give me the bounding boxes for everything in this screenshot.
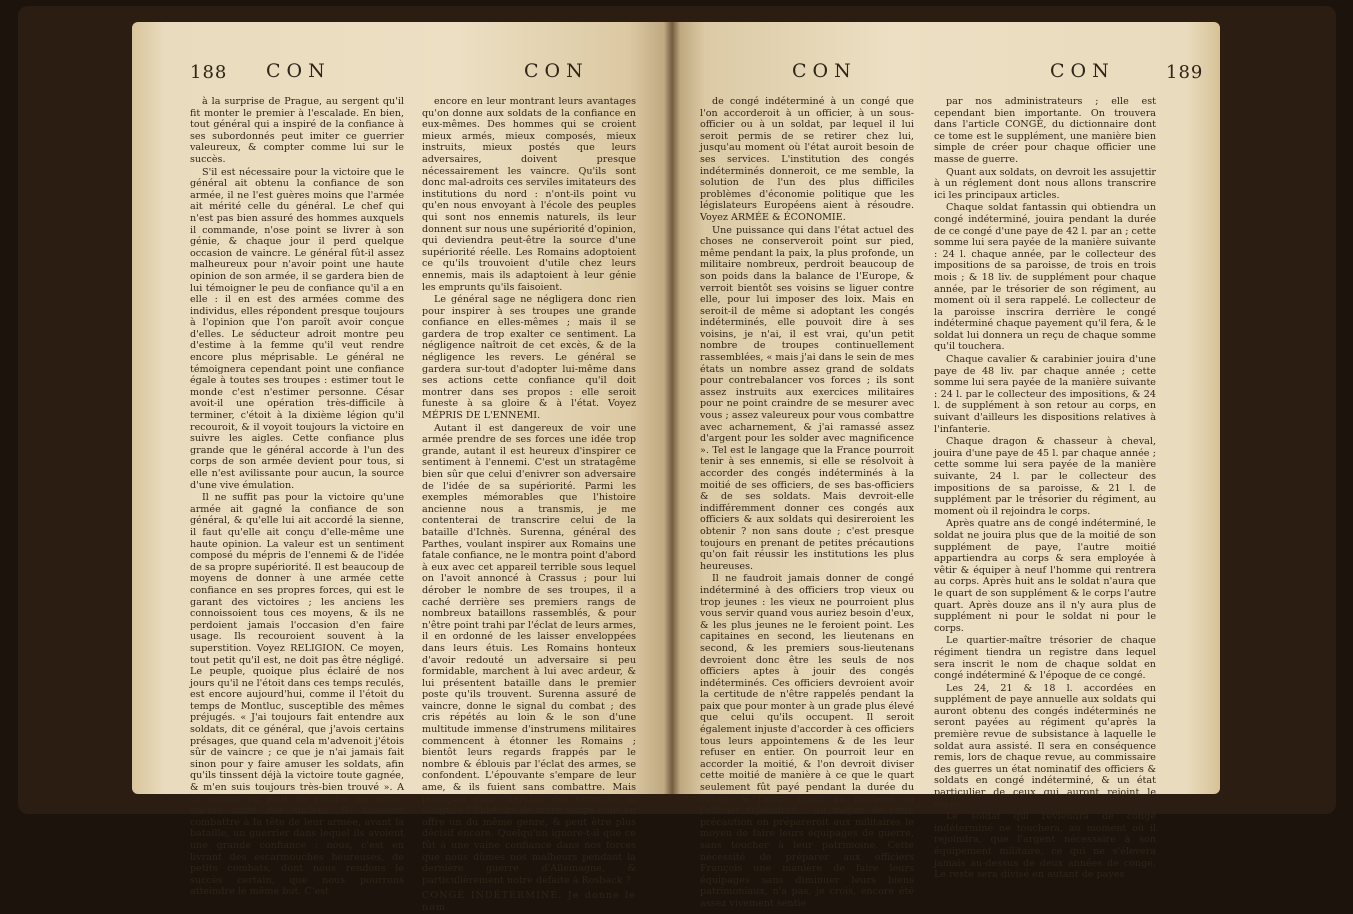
paragraph: Chaque cavalier & carabinier jouira d'une paye de 48 liv. par chaque année ; cette somme lui sera payée de la manière suivante : 24 l. par le collecteur des impositions, & 24 l. de supplément à son retour au corps, en suivant d'ailleurs les dispositions relatives à l'infanterie. [934,354,1156,435]
paragraph: Chaque dragon & chasseur à cheval, jouira d'une paye de 45 l. par chaque année ; cette somme lui sera payée de la manière suivante, 24 l. par le collecteur des impositions de sa paroisse, & 21 l. de supplément par le trésorier du régiment, au moment où il rejoindra le corps. [934,436,1156,517]
book-gutter [664,22,680,794]
text-column [422,96,637,913]
paragraph: par nos administrateurs ; elle est cependant bien importante. On trouvera dans l'article CONGÉ, du dictionnaire dont ce tome est le supplément, une manière bien simple de créer pour chaque officier une masse de guerre. [934,96,1156,165]
entry-heading: CONGÉ INDÉTERMINÉ. Je donne le nom [422,890,636,913]
paragraph: Une puissance qui dans l'état actuel des choses ne conserveroit point sur pied, même pendant la paix, la plus profonde, un militaire nombreux, perdroit beaucoup de son poids dans la balance de l'Europe, & verroit bientôt ses voisins se liguer contre elle, pour lui imposer des loix. Mais en seroit-il de même si adoptant les congés indéterminés, elle pouvoit dire à ses voisins, je n'ai, il est vrai, qu'un petit nombre de troupes continuellement rassemblées, « mais j'ai dans le sein de mes états un nombre assez grand de soldats pour contrebalancer vos forces ; ils sont assez instruits aux exercices militaires pour ne point craindre de se mesurer avec vous ; assez valeureux pour vous combattre avec acharnement, & j'ai ramassé assez d'argent pour les solder avec magnificence ». Tel est le langage que la France pourroit tenir à ses ennemis, si elle se résolvoit à accorder des congés indéterminés à la moitié de ses officiers, de ses bas-officiers & de ses soldats. Mais devroit-elle indifféremment donner ces congés aux officiers & aux soldats qui desireroient les obtenir ? non sans doute ; c'est presque toujours en prenant de petites précautions qu'on fait réussir les institutions les plus heureuses. [700,224,915,572]
left-page [132,22,672,913]
page-number: 189 [1166,62,1204,83]
paragraph: Après quatre ans de congé indéterminé, le soldat ne jouira plus que de la moitié de son supplément de paye, l'autre moitié appartiendra au corps & sera employée à vêtir & équiper à neuf l'homme qui rentrera au corps. Après huit ans le soldat n'aura que le quart de son supplément & le corps l'autre quart. Après douze ans il n'y aura plus de supplément ni pour le soldat ni pour le corps. [934,518,1156,634]
right-page [672,22,1220,909]
running-header: CON [266,60,331,82]
text-column [190,96,404,898]
paragraph: S'il est nécessaire pour la victoire que le général ait obtenu la confiance de son armée, il ne l'est guères moins que l'armée ait mérité celle du général. Le chef qui n'est pas bien assuré des hommes auxquels il commande, n'ose point se livrer à son génie, & chaque jour il perd quelque occasion de vaincre. Le général fût-il assez malheureux pour n'avoir point une haute opinion de son armée, il se gardera bien de lui témoigner le peu de confiance qu'il a en elle : il en est des armées comme des individus, elles répondent presque toujours à l'opinion que l'on paroît avoir conçue d'elles. Le séducteur adroit montre peu d'estime à la femme qu'il veut rendre encore plus méprisable. Le général ne témoignera cependant point une confiance égale à toutes ses troupes : estimer tout le monde c'est n'estimer personne. César avoit-il une opération très-difficile à terminer, c'étoit à la dixième légion qu'il recouroit, & il voyoit toujours la victoire en suivre les aigles. Cette confiance plus grande que le général accorde à l'un des corps de son armée devient pour tous, si elle n'est avilissante pour aucun, la source d'une vive émulation. [190,166,404,491]
paragraph: Chaque soldat fantassin qui obtiendra un congé indéterminé, jouira pendant la durée de ce congé d'une paye de 42 l. par an ; cette somme lui sera payée de la manière suivante : 24 l. chaque année, par le collecteur des impositions de sa paroisse, de trois en trois mois ; & 18 liv. de supplément pour chaque année, par le trésorier de son régiment, au moment où il sera rappelé. Le collecteur de la paroisse inscrira derrière le congé indéterminé chaque payement qu'il fera, & le soldat lui donnera un reçu de chaque somme qu'il touchera. [934,202,1156,353]
paragraph: Le soldat qui reviendra de congé indéterminé ne touchera, au moment où il rejoindra, que l'argent nécessaire à son équipement militaire, ce qui ne s'élevera jamais au-dessus de deux années de congé. Le reste sera divisé en autant de payes [934,811,1156,881]
paragraph: Il ne faudroit jamais donner de congé indéterminé à des officiers trop vieux ou trop jeunes : les vieux ne pourroient plus vous servir quand vous auriez besoin d'eux, & les plus jeunes ne le feroient point. Les capitaines en second, les lieutenans en second, & les premiers sous-lieutenans devroient donc être les seuls de nos officiers aptes à jouir des congés indéterminés. Ces officiers devroient avoir la certitude de n'être rappelés pendant la paix que pour monter à un grade plus élevé que celui qu'ils occupent. Il seroit également injuste d'accorder à ces officiers tous leurs appointemens & de les leur refuser en entier. On pourroit leur en accorder la moitié, & l'on devroit diviser cette moitié de manière à ce que le quart seulement fût payé pendant la durée du congé, & l'autre quart au moment où l'officier rejoindroit ; au moyen de cette précaution on prépareroit aux militaires le moyen de faire leurs équipages de guerre, sans toucher à leur patrimoine. Cette nécessité de préparer aux officiers François une manière de faire leurs équipages sans diminuer leurs biens patrimoniaux, n'a pas, je crois, encore été assez vivement sentie [700,573,914,909]
paragraph: Il ne suffit pas pour la victoire qu'une armée ait gagné la confiance de son général, & qu'elle lui ait accordé la sienne, il faut qu'elle ait conçu d'elle-même une haute opinion. La valeur est un sentiment composé du mépris de l'ennemi & de l'idée de sa propre supériorité. Il est beaucoup de moyens de donner à une armée cette confiance en ses propres forces, qui est le garant des victoires ; les anciens les connoissoient tous ces moyens, & ils ne perdoient jamais l'occasion d'en faire usage. Ils recouroient souvent à la superstition. Voyez RELIGION. Ce moyen, tout petit qu'il est, ne doit pas être négligé. Le peuple, quoique plus éclairé de nos jours qu'il ne l'étoit dans ces temps reculés, est encore aujourd'hui, comme il l'étoit du temps de Montluc, susceptible des mêmes préjugés. « J'ai toujours fait entendre aux soldats, dit ce général, que j'avois certains présages, que quand cela m'advenoit j'étois sûr de vaincre ; ce que je n'ai jamais fait sinon pour y faire amuser les soldats, afin qu'ils tinssent déjà la victoire toute gagnée, & m'en suis toujours très-bien trouvé ». A ce moyen on peut en joindre un autre, encore imité des anciens. Ils faisoient combattre à la tête de leur armée, avant la bataille, un guerrier dans lequel ils avoient une grande confiance : nous, c'est en livrant des escarmouches heureuses, de petits combats, dont nous rendons le succès certain, que nous pourrons atteindre le même but. C'est [190,492,404,898]
running-header: CON [1050,60,1115,82]
paragraph: Les 24, 21 & 18 l. accordées en supplément de paye annuelle aux soldats qui auront obtenu des congés indéterminés ne seront payées au régiment qu'après la première revue de subsistance à laquelle le soldat aura assisté. Il sera en conséquence remis, lors de chaque revue, au commissaire des guerres un état nominatif des officiers & soldats en congé indéterminé, & un état particulier de ceux qui auront rejoint le corps. [934,682,1156,810]
text-column [934,96,1156,881]
page-number: 188 [190,62,228,83]
paragraph: de congé indéterminé à un congé que l'on accorderoit à un officier, à un sous-officier ou à un soldat, par lequel il lui seroit permis de se retirer chez lui, jusqu'au moment où l'état auroit besoin de ses services. L'institution des congés indéterminés donneroit, ce me semble, la solution de l'un des plus difficiles problèmes d'économie politique que les législateurs Européens aient à résoudre. Voyez ARMÉE & ÉCONOMIE. [700,96,914,223]
running-header: CON [792,60,857,82]
paragraph: Quant aux soldats, on devroit les assujettir à un réglement dont nous allons transcrire ici les principaux articles. [934,166,1156,201]
paragraph: à la surprise de Prague, au sergent qu'il fit monter le premier à l'escalade. En bien, tout général qui a inspiré de la confiance à ses subordonnés peut imiter ce guerrier valeureux, & compter comme lui sur le succès. [190,96,404,165]
text-column [700,96,915,909]
running-header: CON [524,60,589,82]
paragraph: encore en leur montrant leurs avantages qu'on donne aux soldats de la confiance en eux-mêmes. Des hommes qui se croient mieux armés, mieux composés, mieux instruits, mieux postés que leurs adversaires, doivent presque nécessairement les vaincre. Qu'ils sont donc mal-adroits ces serviles imitateurs des institutions du nord : n'ont-ils point vu qu'en nous envoyant à l'école des peuples qui sont nos ennemis naturels, ils leur donnent sur nous une supériorité d'opinion, qui deviendra peut-être la source d'une supériorité réelle. Les Romains adoptoient ce qu'ils trouvoient d'utile chez leurs ennemis, mais ils adaptoient à leur génie les emprunts qu'ils faisoient. [422,96,637,293]
paragraph: Autant il est dangereux de voir une armée prendre de ses forces une idée trop grande, autant il est heureux d'inspirer ce sentiment à l'ennemi. C'est un stratagême bien sûr que celui d'enivrer son adversaire de l'idée de sa supériorité. Parmi les exemples mémorables que l'histoire ancienne nous a transmis, je me contenterai de transcrire celui de la bataille d'Ichnès. Surenna, général des Parthes, voulant inspirer aux Romains une fatale confiance, ne le montra point d'abord à eux avec cet appareil terrible sous lequel on l'avoit annoncé à Crassus ; pour lui dérober le nombre de ses troupes, il a caché derrière ses premiers rangs de nombreux bataillons rassemblés, & pour n'être point trahi par l'éclat de leurs armes, il en ordonné de les laisser enveloppées dans leurs étuis. Les Romains honteux d'avoir redouté un adversaire si peu formidable, marchent à lui avec ardeur, & lui présentent bataille dans le premier poste qu'ils trouvent. Surenna assuré de vaincre, donne le signal du combat ; des cris répétés au loin & le son d'une multitude immense d'instrumens militaires commencent à étonner les Romains ; bientôt leurs regards frappés par le nombre & éblouis par l'éclat des armes, se confondent. L'épouvante s'empare de leur ame, & ils fuient sans combattre. Mais pourquoi aller chercher des exemples si éloignés ? l'histoire de notre temps nous en offre un du même genre, & peut être plus décisif encore. Quelqu'un ignore-t-il que ce fût à une vaine confiance dans nos forces que nous dûmes nos malheurs pendant la dernière guerre d'Allemagne, & particulièrement notre défaite à Rosback ? [422,422,636,886]
paragraph: Le quartier-maître trésorier de chaque régiment tiendra un registre dans lequel sera inscrit le nom de chaque soldat en congé indéterminé & l'époque de ce congé. [934,635,1156,682]
paragraph: Le général sage ne négligera donc rien pour inspirer à ses troupes une grande confiance en elles-mêmes ; mais il se gardera de trop exalter ce sentiment. La négligence naîtroit de cet excès, & de la négligence les revers. Le général se gardera sur-tout d'adopter lui-même dans ses actions cette confiance qu'il doit montrer dans ses propos : elle seroit funeste à sa gloire & à l'état. Voyez MÉPRIS DE L'ENNEMI. [422,294,636,422]
